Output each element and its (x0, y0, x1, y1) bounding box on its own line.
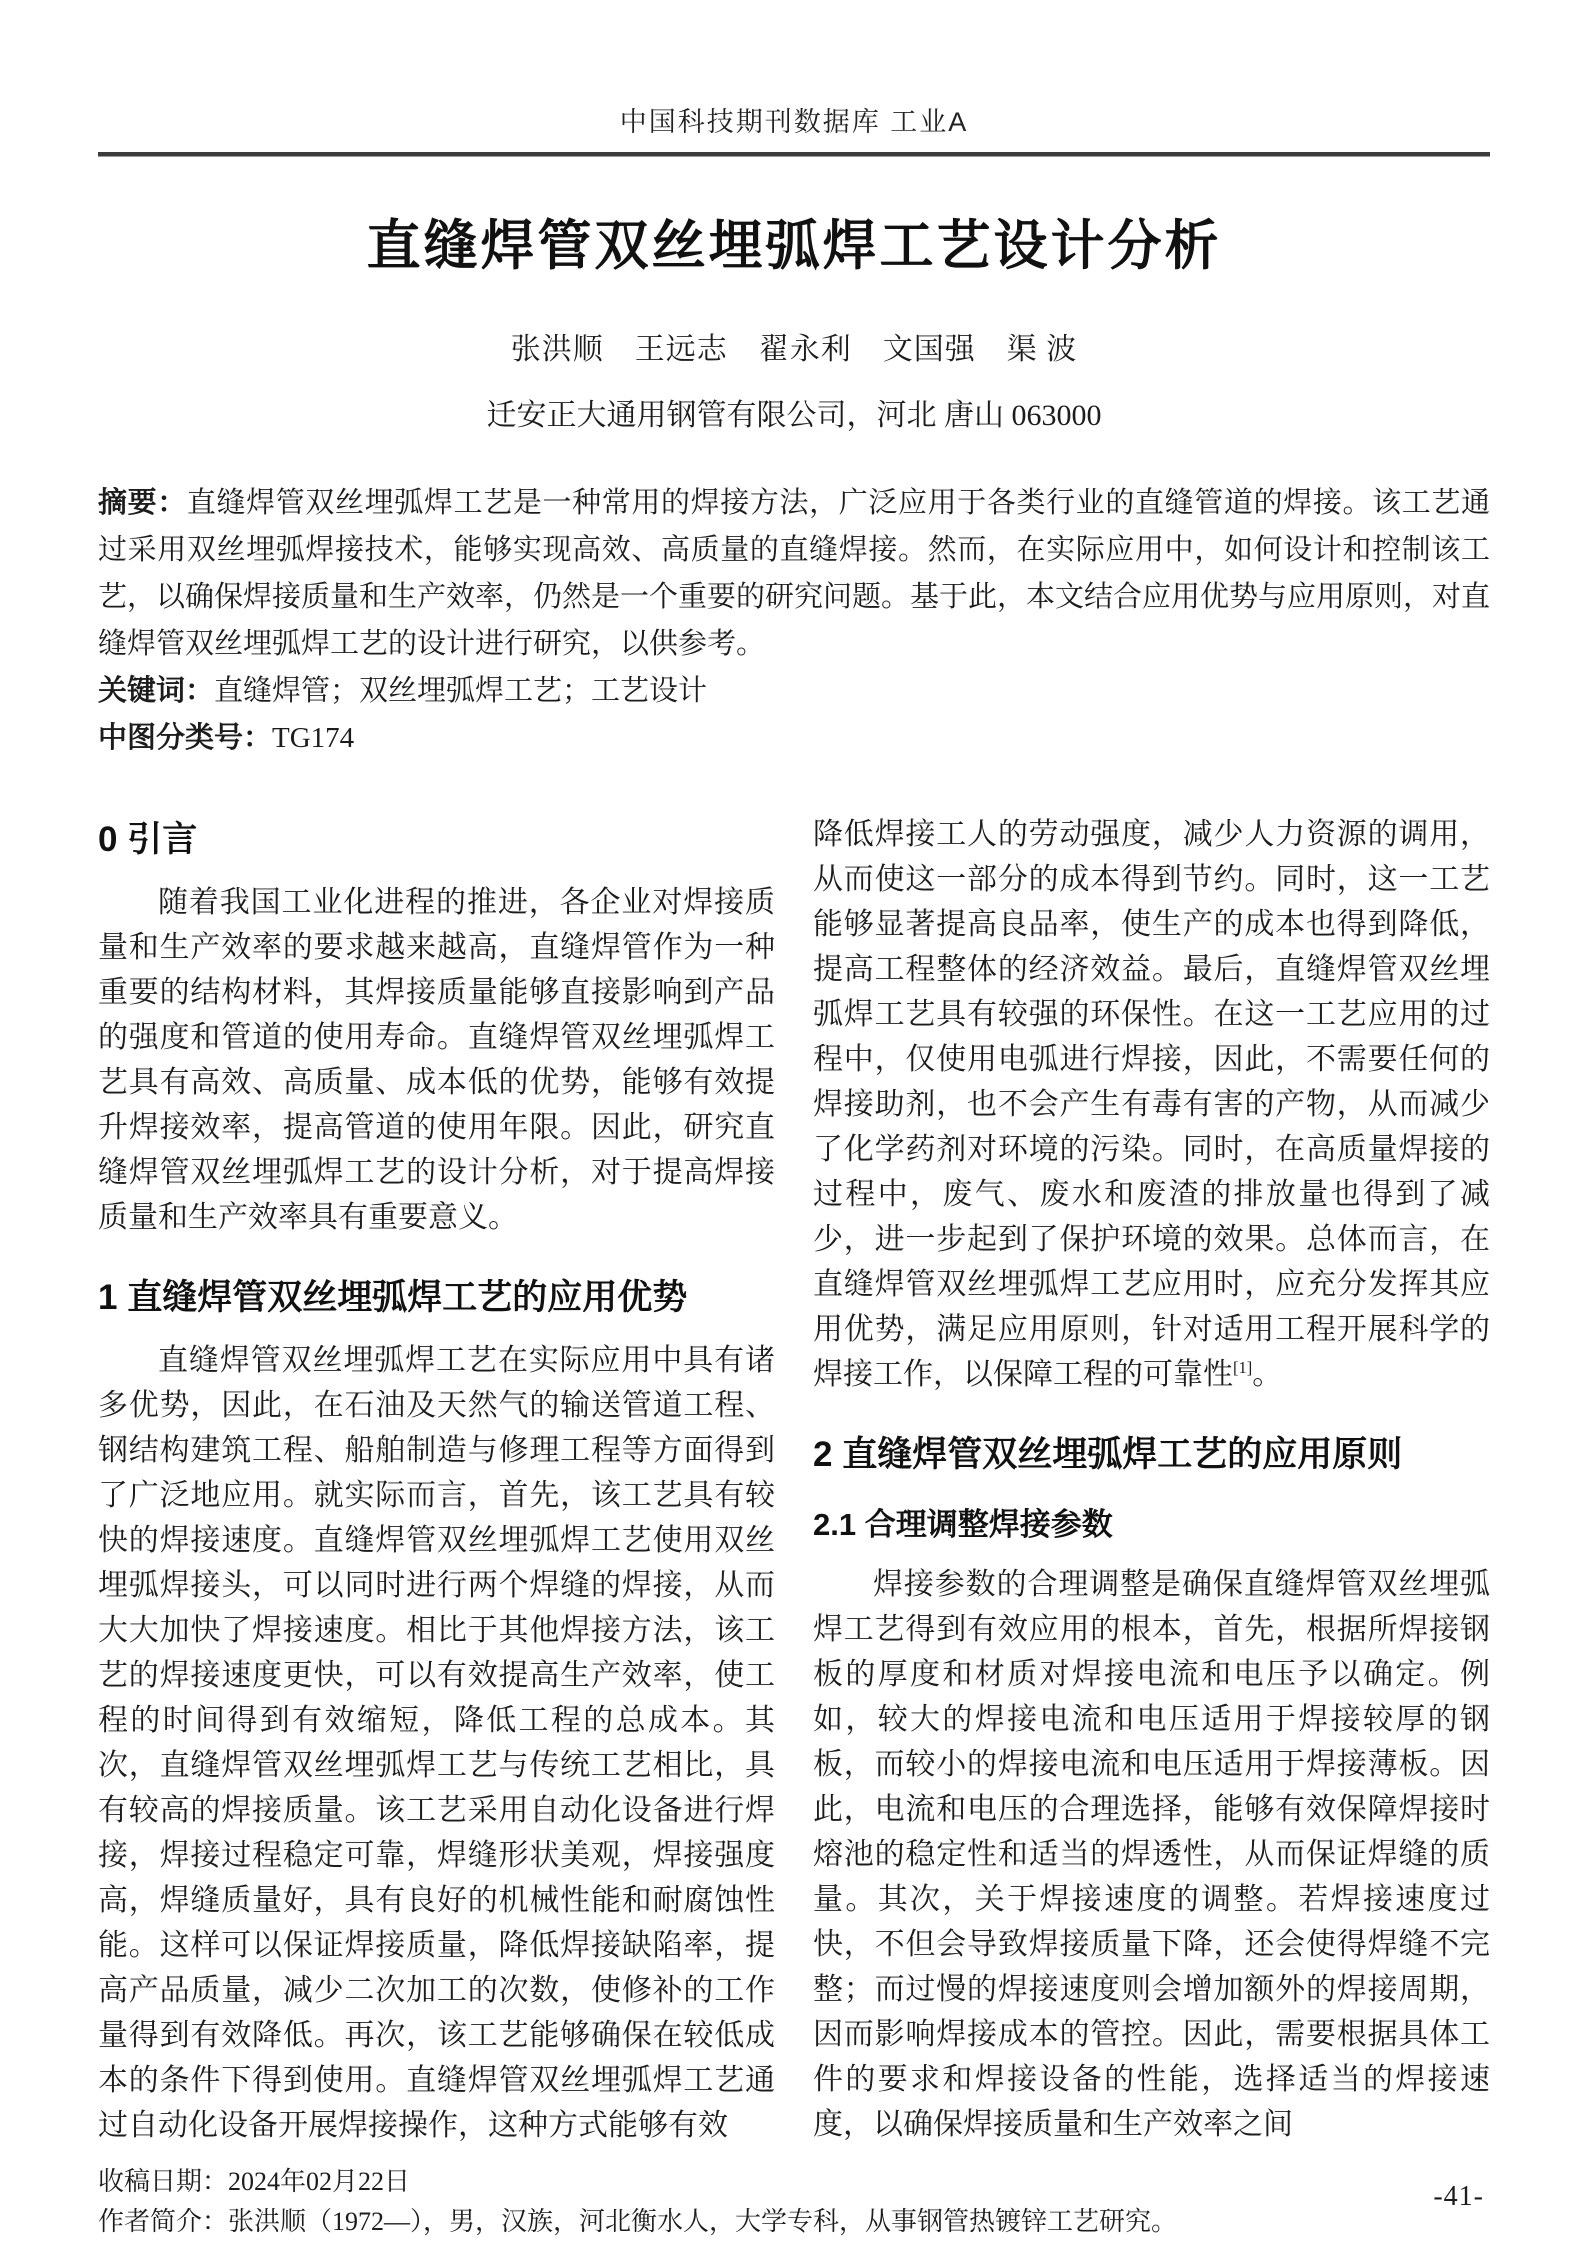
footnote-received-date: 收稿日期：2024年02月22日 (98, 2167, 411, 2196)
section-0-heading: 0 引言 (98, 820, 198, 859)
header-rule (98, 152, 1490, 157)
section-1-heading: 1 直缝焊管双丝埋弧焊工艺的应用优势 (98, 1278, 688, 1317)
authors-line: 张洪顺 王远志 翟永利 文国强 渠 波 (510, 333, 1078, 366)
continuation-period: 。 (1252, 1358, 1283, 1391)
abstract-paragraph (98, 480, 1490, 668)
continuation-text: 降低焊接工人的劳动强度，减少人力资源的调用，从而使这一部分的成本得到节约。同时，这一工艺能够显著提高良品率，使生产的成本也得到降低，提高工程整体的经济效益。最后，直缝焊管双丝埋弧焊工艺具有较强的环保性。在这一工艺应用的过程中，仅使用电弧进行焊接，因此，不需要任何的焊接助剂，也不会产生有毒有害的产物，从而减少了化学药剂对环境的污染。同时，在高质量焊接的过程中，废气、废水和废渣的排放量也得到了减少，进一步起到了保护环境的效果。总体而言，在直缝焊管双丝埋弧焊工艺应用时，应充分发挥其应用优势，满足应用原则，针对适用工程开展科学的焊接工作，以保障工程的可靠性 (813, 818, 1490, 1391)
citation-superscript: [1] (1233, 1358, 1253, 1377)
abstract-label: 摘要： (98, 487, 187, 519)
clc-line (98, 715, 1490, 762)
keywords-text: 直缝焊管；双丝埋弧焊工艺；工艺设计 (214, 675, 708, 707)
continuation-paragraph (813, 812, 1490, 1397)
clc-value: TG174 (272, 722, 355, 754)
meta-block (98, 480, 1490, 762)
right-column (813, 812, 1490, 2147)
section-2-1-paragraph: 焊接参数的合理调整是确保直缝焊管双丝埋弧焊工艺得到有效应用的根本，首先，根据所焊接钢板的厚度和材质对焊接电流和电压予以确定。例如，较大的焊接电流和电压适用于焊接较厚的钢板，而较小的焊接电流和电压适用于焊接薄板。因此，电流和电压的合理选择，能够有效保障焊接时熔池的稳定性和适当的焊透性，从而保证焊缝的质量。其次，关于焊接速度的调整。若焊接速度过快，不但会导致焊接质量下降，还会使得焊缝不完整；而过慢的焊接速度则会增加额外的焊接周期，因而影响焊接成本的管控。因此，需要根据具体工件的要求和焊接设备的性能，选择适当的焊接速度，以确保焊接质量和生产效率之间 (813, 1568, 1490, 2141)
section-2-heading: 2 直缝焊管双丝埋弧焊工艺的应用原则 (813, 1435, 1403, 1474)
keywords-line (98, 668, 1490, 715)
abstract-text: 直缝焊管双丝埋弧焊工艺是一种常用的焊接方法，广泛应用于各类行业的直缝管道的焊接。该工艺通过采用双丝埋弧焊接技术，能够实现高效、高质量的直缝焊接。然而，在实际应用中，如何设计和控制该工艺，以确保焊接质量和生产效率，仍然是一个重要的研究问题。基于此，本文结合应用优势与应用原则，对直缝焊管双丝埋弧焊工艺的设计进行研究，以供参考。 (98, 487, 1491, 660)
keywords-label: 关键词： (98, 675, 215, 707)
footnote-author-bio: 作者简介：张洪顺（1972—），男，汉族，河北衡水人，大学专科，从事钢管热镀锌工艺研究。 (98, 2207, 1178, 2236)
page-number: -41- (1433, 2181, 1484, 2212)
journal-header: 中国科技期刊数据库 工业A (619, 107, 969, 137)
section-1-paragraph: 直缝焊管双丝埋弧焊工艺在实际应用中具有诸多优势，因此，在石油及天然气的输送管道工程、钢结构建筑工程、船舶制造与修理工程等方面得到了广泛地应用。就实际而言，首先，该工艺具有较快的焊接速度。直缝焊管双丝埋弧焊工艺使用双丝埋弧焊接头，可以同时进行两个焊缝的焊接，从而大大加快了焊接速度。相比于其他焊接方法，该工艺的焊接速度更快，可以有效提高生产效率，使工程的时间得到有效缩短，降低工程的总成本。其次，直缝焊管双丝埋弧焊工艺与传统工艺相比，具有较高的焊接质量。该工艺采用自动化设备进行焊接，焊接过程稳定可靠，焊缝形状美观，焊接强度高，焊缝质量好，具有良好的机械性能和耐腐蚀性能。这样可以保证焊接质量，降低焊接缺陷率，提高产品质量，减少二次加工的次数，使修补的工作量得到有效降低。再次，该工艺能够确保在较低成本的条件下得到使用。直缝焊管双丝埋弧焊工艺通过自动化设备开展焊接操作，这种方式能够有效 (98, 1344, 775, 2142)
left-column (98, 812, 775, 2148)
section-2-1-heading: 2.1 合理调整焊接参数 (813, 1507, 1113, 1542)
paper-title: 直缝焊管双丝埋弧焊工艺设计分析 (366, 216, 1222, 276)
clc-label: 中图分类号： (98, 722, 273, 754)
affiliation-line: 迁安正大通用钢管有限公司，河北 唐山 063000 (486, 399, 1102, 432)
two-column-body (98, 812, 1490, 2148)
section-0-paragraph: 随着我国工业化进程的推进，各企业对焊接质量和生产效率的要求越来越高，直缝焊管作为一种重要的结构材料，其焊接质量能够直接影响到产品的强度和管道的使用寿命。直缝焊管双丝埋弧焊工艺具有高效、高质量、成本低的优势，能够有效提升焊接效率，提高管道的使用年限。因此，研究直缝焊管双丝埋弧焊工艺的设计分析，对于提高焊接质量和生产效率具有重要意义。 (98, 886, 775, 1234)
footnote-block (98, 2162, 1490, 2242)
